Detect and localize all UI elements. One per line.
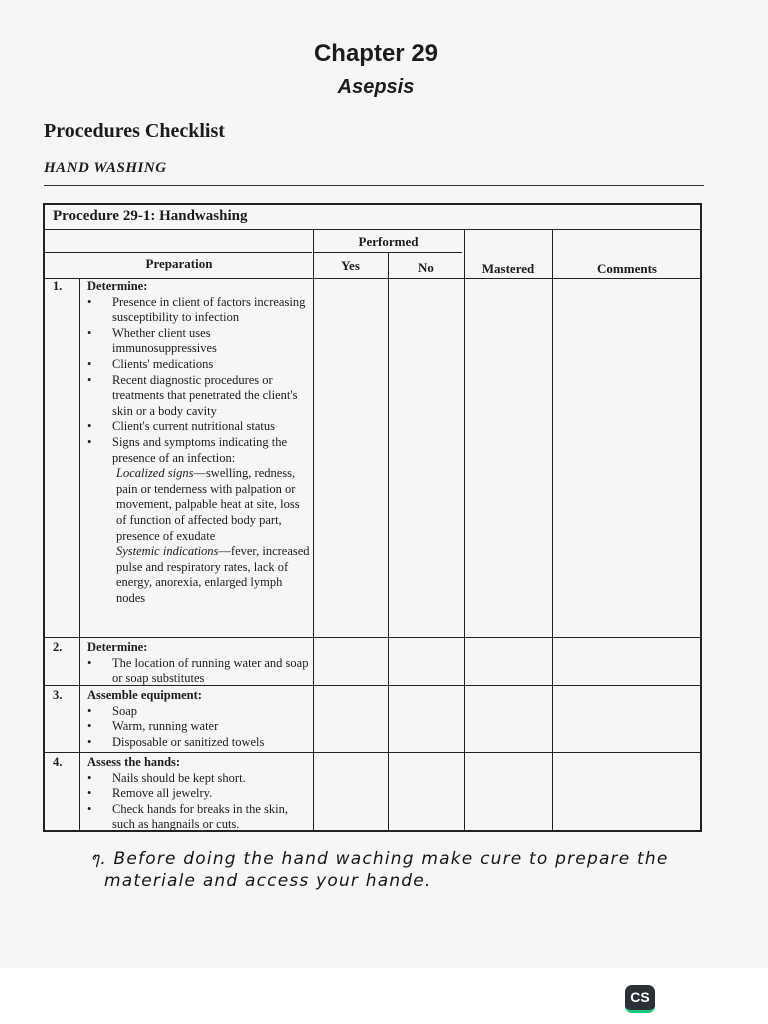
- list-item: • The location of running water and soap or soap substitutes: [87, 656, 313, 687]
- step-number: 3.: [53, 688, 63, 702]
- column-rule: [388, 252, 389, 830]
- number-column-rule: [79, 278, 80, 830]
- column-rule: [464, 229, 465, 830]
- camscanner-logo-icon: CS: [625, 985, 655, 1013]
- column-rule: [552, 229, 553, 830]
- preparation-header: Preparation: [145, 256, 213, 271]
- mastered-header: Mastered: [481, 261, 535, 276]
- step-heading: Determine:: [87, 640, 148, 654]
- step-items: [87, 656, 313, 687]
- step-number: 2.: [53, 640, 63, 654]
- systemic-indications: [87, 544, 313, 606]
- table-rule: [45, 229, 700, 230]
- step-number: 4.: [53, 755, 63, 769]
- chapter-subtitle: Asepsis: [337, 76, 415, 98]
- list-item: • Remove all jewelry.: [87, 786, 313, 802]
- list-item: • Nails should be kept short.: [87, 771, 313, 787]
- step-heading: Determine:: [87, 279, 148, 293]
- comments-header: Comments: [597, 261, 657, 276]
- list-item: • Signs and symptoms indicating the presence of an infection:: [87, 435, 313, 466]
- list-item: • Soap: [87, 704, 313, 720]
- systemic-text: —fever, increased pulse and respiratory rates, lack of energy, anorexia, enlarged lymph nodes: [116, 544, 310, 605]
- step-heading: Assemble equipment:: [87, 688, 202, 702]
- step-items: [87, 295, 313, 607]
- list-item: • Whether client uses immunosuppressives: [87, 326, 313, 357]
- localized-signs: [87, 466, 313, 544]
- list-item: • Warm, running water: [87, 719, 313, 735]
- yes-header: Yes: [341, 258, 360, 273]
- no-header: No: [418, 260, 434, 275]
- localized-label: Localized signs: [116, 466, 194, 481]
- table-rule: [45, 637, 700, 638]
- localized-text: —swelling, redness, pain or tenderness with palpation or movement, palpable heat at site, loss of function of affected body part, presence of exudate: [116, 466, 300, 543]
- section-title: HAND WASHING: [44, 160, 167, 176]
- step-heading: Assess the hands:: [87, 755, 181, 769]
- list-item: • Check hands for breaks in the skin, such as hangnails or cuts.: [87, 802, 313, 833]
- list-item: • Presence in client of factors increasing susceptibility to infection: [87, 295, 313, 326]
- performed-header: Performed: [358, 234, 419, 249]
- procedure-table: [43, 203, 702, 832]
- handwritten-note-line-2: materiale and access your hande.: [104, 871, 432, 891]
- table-rule: [45, 252, 312, 253]
- step-items: [87, 771, 313, 833]
- list-item: • Disposable or sanitized towels: [87, 735, 313, 751]
- table-rule: [45, 752, 700, 753]
- list-item: • Clients' medications: [87, 357, 313, 373]
- handwritten-note-line-1: ๆ. Before doing the hand waching make cure to prepare the: [90, 849, 669, 869]
- section-divider: [44, 185, 704, 186]
- step-items: [87, 704, 313, 751]
- systemic-label: Systemic indications: [116, 544, 219, 559]
- column-rule: [313, 229, 314, 830]
- list-item: • Recent diagnostic procedures or treatments that penetrated the client's skin or a body cavity: [87, 373, 313, 420]
- procedure-title: Procedure 29-1: Handwashing: [53, 208, 248, 224]
- chapter-number: Chapter 29: [313, 40, 439, 67]
- step-number: 1.: [53, 279, 63, 293]
- checklist-title: Procedures Checklist: [44, 120, 225, 142]
- list-item: • Client's current nutritional status: [87, 419, 313, 435]
